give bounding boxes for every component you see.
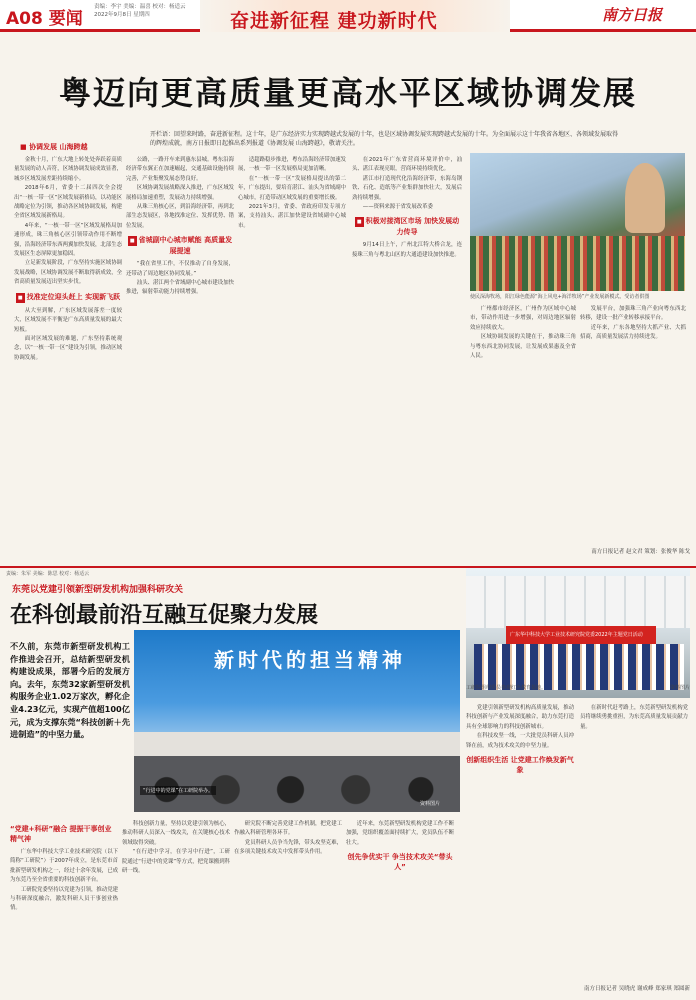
- photo-boats: [470, 236, 685, 291]
- article2-headline: 在科创最前沿互融互促聚力发展: [10, 602, 319, 628]
- paragraph: 工研院党委坚持以党建为引领，推动党建与科研深度融合，激发科研人员干事创业热情。: [10, 886, 118, 912]
- photo-stage: [134, 732, 460, 756]
- photo3-caption: “行进中的党课”在工研院举办。: [140, 786, 216, 795]
- paragraph: 在2021年广东省营商环境评价中，汕头、湛江表现亮眼，营商环境持续优化。: [352, 157, 462, 173]
- section-label: 协调发展 山海跨越: [29, 143, 88, 151]
- paragraph: 2018年6月，省委十二届四次全会提出“一核一带一区”区域发展新格局，以功能区战略定位为引领，推动各区域协调发展，构建全省区域发展新格局。: [14, 185, 122, 220]
- paragraph: 党建引领新型研发机构高质量发展，推动科技创新与产业发展深度融合，助力东莞打造具有全球影响力的科技创新城市。: [466, 705, 574, 730]
- paragraph: 研究院不断完善党建工作机制，把党建工作融入科研管理各环节。: [234, 821, 342, 837]
- paragraph: 在科技攻坚一线，一大批党员科研人员冲锋在前，成为技术攻关的中坚力量。: [466, 733, 574, 749]
- paragraph: 科技创新力量，坚持以党建引领为核心，推动科研人员深入一线攻关，在关键核心技术领域取得突破。: [122, 821, 230, 846]
- paragraph: 近年来，广东各地坚持大抓产业、大抓招商，高质量发展活力持续迸发。: [580, 324, 686, 341]
- page-number: A08 要闻: [6, 9, 83, 29]
- lower-edition-meta: 责编：朱军 美编：陈思 校对：杨适云: [6, 571, 90, 577]
- subheading-text: “党建+科研”融合 提振干事创业精气神: [10, 825, 112, 843]
- article2-kicker: 东莞以党建引领新型研发机构加强科研攻关: [12, 585, 184, 595]
- subheading-text: 找准定位迎头赶上 实现新飞跃: [26, 292, 121, 301]
- article2-col6: [580, 704, 688, 984]
- photo-person: [625, 163, 665, 233]
- subheading-text: 创新组织生活 让党建工作焕发新气象: [466, 756, 574, 775]
- article2-col1: [10, 820, 118, 996]
- newspaper-logo: 南方日报: [602, 6, 663, 24]
- paragraph: 9月14日上午，广州北江特大桥合龙，连接珠三角与粤北山区的大通道建设加快推进。: [352, 242, 462, 258]
- subheading: [466, 755, 574, 775]
- subheading-text: 积极对接湾区市场 加快发展动力传导: [365, 217, 460, 237]
- paragraph: 湛江市打造现代化沿海经济带，东海岛钢铁、石化、造纸等产业集群加快壮大，发展后劲持续增强。: [352, 175, 462, 201]
- photo-audience: [134, 756, 460, 812]
- article1-col3: [238, 156, 346, 556]
- paragraph: 区域协调发展的关键在于，推动珠三角与粤东西北协同发展，让发展成果惠及全省人民。: [470, 334, 576, 360]
- paragraph: ——资料来源于省发展改革委: [362, 204, 433, 211]
- subheading: [10, 824, 118, 844]
- paragraph: 金秋十月，广东大地上转处处奔跃着高质量发展的动人音符，区域协调发展成效显著，城乡区域发展差距持续缩小。: [14, 157, 122, 182]
- article1-byline: 南方日报记者 赵文君 策划：张俊华 陈戈: [591, 549, 690, 555]
- article1-col2: [126, 156, 234, 556]
- subheading-mark: ■: [17, 294, 23, 301]
- photo1-caption: 使民深海牧场，阳江绿色能源“海上风电+海洋牧场”产业发展新模式。受访者供图: [470, 294, 650, 300]
- stage-backdrop-title: 新时代的担当精神: [214, 648, 406, 672]
- article1-headline: 粤迈向更高质量更高水平区域协调发展: [58, 74, 637, 112]
- paragraph: 广州都市经济区，广州作为区域中心城市，带动作用进一步增强，对周边地区辐射效应持续放大。: [470, 306, 576, 331]
- paragraph: 2021年3月，省委、省政府印发专项方案，支持汕头、湛江加快建设省域副中心城市。: [238, 204, 346, 229]
- slogan: 奋进新征程 建功新时代: [230, 10, 438, 32]
- subheading: [346, 852, 454, 872]
- subheading: [352, 216, 462, 237]
- photo2-caption: [466, 684, 690, 691]
- photo-banner-text: 广东华中科技大学工业技术研究院党委2022年主题党日活动: [510, 632, 643, 638]
- paragraph: 在新时代赶考路上，东莞新型研发机构党员将继续勇挑重担，为东莞高质量发展贡献力量。: [580, 705, 688, 730]
- photo2-credit: 资料图片: [669, 685, 690, 691]
- article2-col2: [122, 820, 230, 996]
- subheading-text: 省城副中心城市赋能 高质量发展提速: [138, 236, 233, 256]
- paragraph: 公路，一路开车来到惠东县城。粤东沿海经济带东翼正在加速崛起，交通基础设施持续完善，产业集聚发展态势良好。: [126, 157, 234, 182]
- article1-col6: [580, 305, 686, 545]
- paragraph: 4年来，“一核一带一区”区域发展格局加速形成，珠三角核心区引领带动作用不断增强，沿海经济带东西两翼加快发展，北部生态发展区生态屏障更加稳固。: [14, 222, 122, 258]
- photo2-caption-text: 工研院组织党员参观红色教育基地。: [466, 685, 547, 691]
- paragraph: 从珠三角核心区，到沿海经济带，再到北部生态发展区，各地找准定位、发挥优势、错位发展。: [126, 204, 234, 229]
- article1-col1: [14, 156, 122, 556]
- paragraph: 适超路稳步推进，粤东沿海经济带加速发展，一核一带一区发展格局更加清晰。: [238, 157, 346, 173]
- subheading-mark: ■: [129, 238, 135, 245]
- subheading: [126, 235, 234, 256]
- photo3-credit: 资料图片: [420, 801, 441, 807]
- paragraph: 区域协调发展战略深入推进，广东区域发展格局加速重塑，发展动力持续增强。: [126, 185, 234, 201]
- paragraph: 立足新发展阶段，广东坚持实施区域协调发展战略，区域协调发展不断取得新成效，全省高质量发展迈出坚实步伐。: [14, 260, 122, 286]
- article1-col4: [352, 156, 462, 556]
- article2-col3: [234, 820, 342, 996]
- subheading-mark: ■: [356, 219, 362, 226]
- photo-building: [466, 576, 690, 628]
- paragraph: 近年来，东莞新型研发机构党建工作不断加强，党组织覆盖面持续扩大，党员队伍不断壮大。: [346, 821, 454, 846]
- article2-byline: 南方日报记者 吴晓虎 谢成峰 郑家琪 郑圆新: [584, 986, 690, 992]
- paragraph: “我在省里工作，不仅推动了自身发展，还带动了周边地区协同发展。”: [126, 261, 234, 277]
- article1-lead: 开栏语：回望来时路，奋进新征程。这十年，是广东经济实力实现跨越式发展的十年，也是区域协调发展实现跨越式发展的十年。为全面展示这十年我省各地区、各领域发展取得的辉煌成就，南方日报即日起推出系列报道《协调发展 山海跨越》，敬请关注。: [150, 131, 619, 147]
- paragraph: 广东华中科技大学工业技术研究院（以下简称“工研院”）于2007年成立，是东莞市首批新型研发机构之一，经过十余年发展，已成为东莞乃至全省重要的科技创新平台。: [10, 849, 118, 884]
- paragraph: 发展平台，加强珠三角产业向粤东西北转移，建设一批产业转移承接平台。: [580, 306, 686, 322]
- section-tag: ■ 协调发展 山海跨越: [20, 143, 88, 151]
- paragraph: 汕头、湛江两个省域副中心城市建设加快推进，辐射带动能力持续增强。: [126, 280, 234, 296]
- article2-lead: 不久前，东莞市新型研发机构工作推进会召开，总结新型研发机构建设成果，部署今后的发展方向。去年，东莞32家新型研发机构服务企业1.02万家次，孵化企业4.23亿元，实现产值超100亿元，成为支撑东莞“科技创新＋先进制造”的中坚力量。: [10, 641, 131, 740]
- paragraph: 党员科研人员争当先锋，带头攻坚克难，在多项关键技术攻关中发挥带头作用。: [234, 839, 342, 856]
- article1-col5: [470, 305, 576, 545]
- lecture-photo: [134, 630, 460, 812]
- paragraph: 从大至到解，广东区域发展落差一度较大，区域发展不平衡是广东高质量发展的最大短板。: [14, 307, 122, 333]
- paragraph: 面对区域发展的难题，广东坚持系统观念，以“一核一带一区”建设为引领，推动区域协调发展。: [14, 335, 122, 361]
- paragraph: 在“一核一带一区”发展格局提出的第二年，广东提出，要培育湛江、汕头为省域副中心城市，打造带动区域发展的重要增长极。: [238, 175, 346, 201]
- group-photo: [466, 568, 690, 698]
- subheading-text: 创先争优实干 争当技术攻关“带头人”: [347, 853, 453, 872]
- editor-line: 责编：李宇 美编：温喜 校对：杨适云: [94, 4, 186, 10]
- subheading: [14, 292, 122, 303]
- date-line: 2022年9月8日 星期四: [94, 12, 150, 18]
- article2-col4: [346, 820, 454, 996]
- fishing-port-photo: [470, 153, 685, 291]
- article2-col5: [466, 704, 574, 996]
- paragraph: “在行进中学习，在学习中行进”，工研院通过“行进中的党课”等方式，把党课搬到科研一线。: [122, 849, 230, 875]
